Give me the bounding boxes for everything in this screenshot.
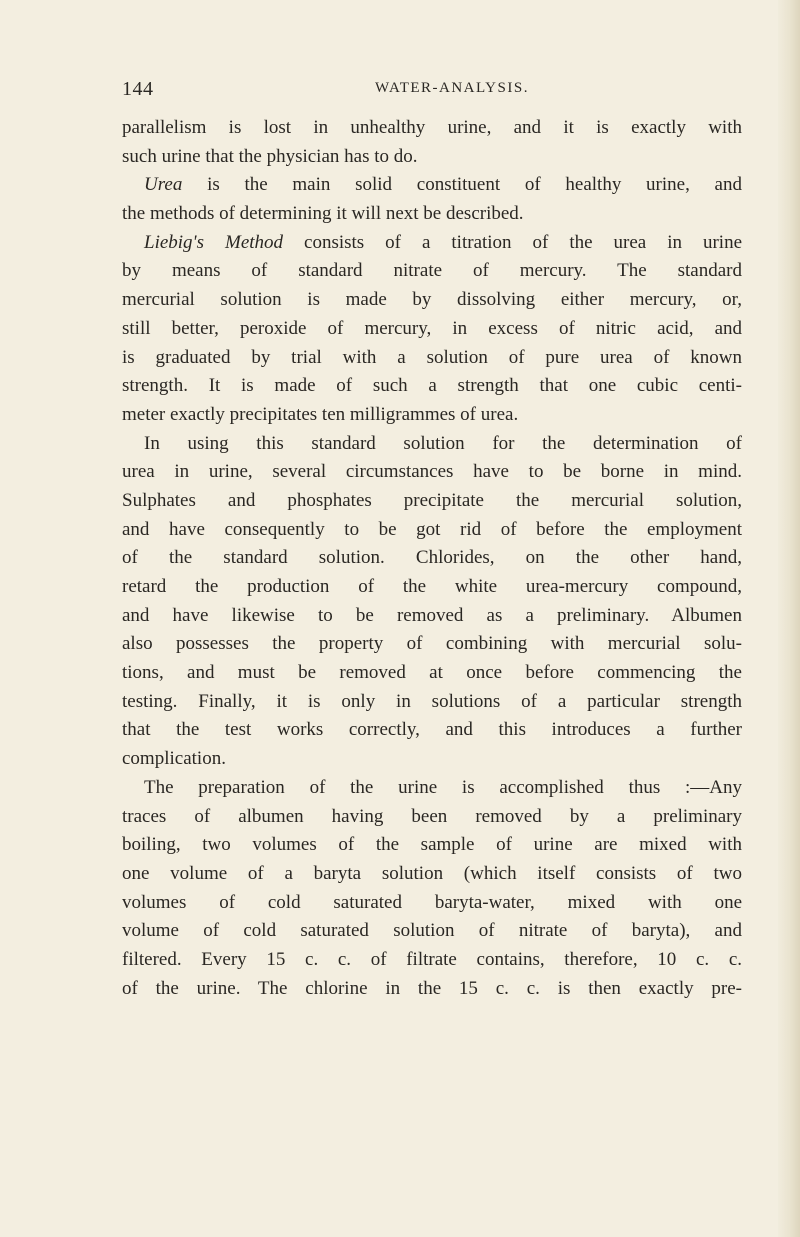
text-line-rest: is the main solid constituent of healthy urine, and [207,174,742,196]
text-line: boiling, two volumes of the sample of urine are mixed with [122,834,742,856]
text-line: traces of albumen having been removed by a preliminary [122,805,742,827]
text-line: The preparation of the urine is accomplished thus :—Any [144,776,742,798]
text-line: volume of cold saturated solution of nitrate of baryta), and [122,920,742,942]
text-line: and have likewise to be removed as a preliminary. Albumen [122,604,742,626]
text-line: still better, peroxide of mercury, in excess of nitric acid, and [122,317,742,339]
text-line: strength. It is made of such a strength that one cubic centi- [122,375,742,397]
text-line: In using this standard solution for the determination of [144,432,742,454]
liebig-method-heading: Liebig's Method [144,231,284,253]
text-line: testing. Finally, it is only in solutions of a particular strength [122,690,742,712]
text-line [122,171,742,200]
page-number: 144 [122,78,154,100]
text-line: parallelism is lost in unhealthy urine, and it is exactly with [122,117,742,138]
text-line: mercurial solution is made by dissolving either mercury, or, [122,289,742,311]
urea-heading: Urea [144,174,183,196]
text-line: such urine that the physician has to do. [122,145,418,167]
running-head: WATER-ANALYSIS. [375,80,529,96]
text-line: by means of standard nitrate of mercury. The standard [122,260,742,282]
text-line: that the test works correctly, and this introduces a further [122,719,742,741]
text-line: is graduated by trial with a solution of pure urea of known [122,346,742,368]
text-line: the methods of determining it will next be described. [122,203,524,225]
body-text [122,114,742,1003]
text-line: one volume of a baryta solution (which itself consists of two [122,862,742,884]
page-header [122,78,682,102]
text-line: volumes of cold saturated baryta-water, mixed with one [122,891,742,913]
text-line: also possesses the property of combining with mercurial solu- [122,633,742,655]
text-line: filtered. Every 15 c. c. of filtrate contains, therefore, 10 c. c. [122,948,742,970]
text-line: of the urine. The chlorine in the 15 c. c. is then exactly pre- [122,977,742,999]
text-line: complication. [122,748,226,770]
text-line: retard the production of the white urea-mercury compound, [122,576,742,597]
text-line: urea in urine, several circumstances have to be borne in mind. [122,461,742,483]
text-line: meter exactly precipitates ten milligrammes of urea. [122,403,519,425]
text-line: tions, and must be removed at once before commencing the [122,662,742,684]
text-line: of the standard solution. Chlorides, on the other hand, [122,547,742,569]
page-edge-shadow [778,0,800,1237]
text-line: Sulphates and phosphates precipitate the mercurial solution, [122,489,742,511]
text-line-rest: consists of a titration of the urea in urine [304,231,743,253]
text-line [122,229,742,258]
text-line: and have consequently to be got rid of before the employment [122,518,742,540]
